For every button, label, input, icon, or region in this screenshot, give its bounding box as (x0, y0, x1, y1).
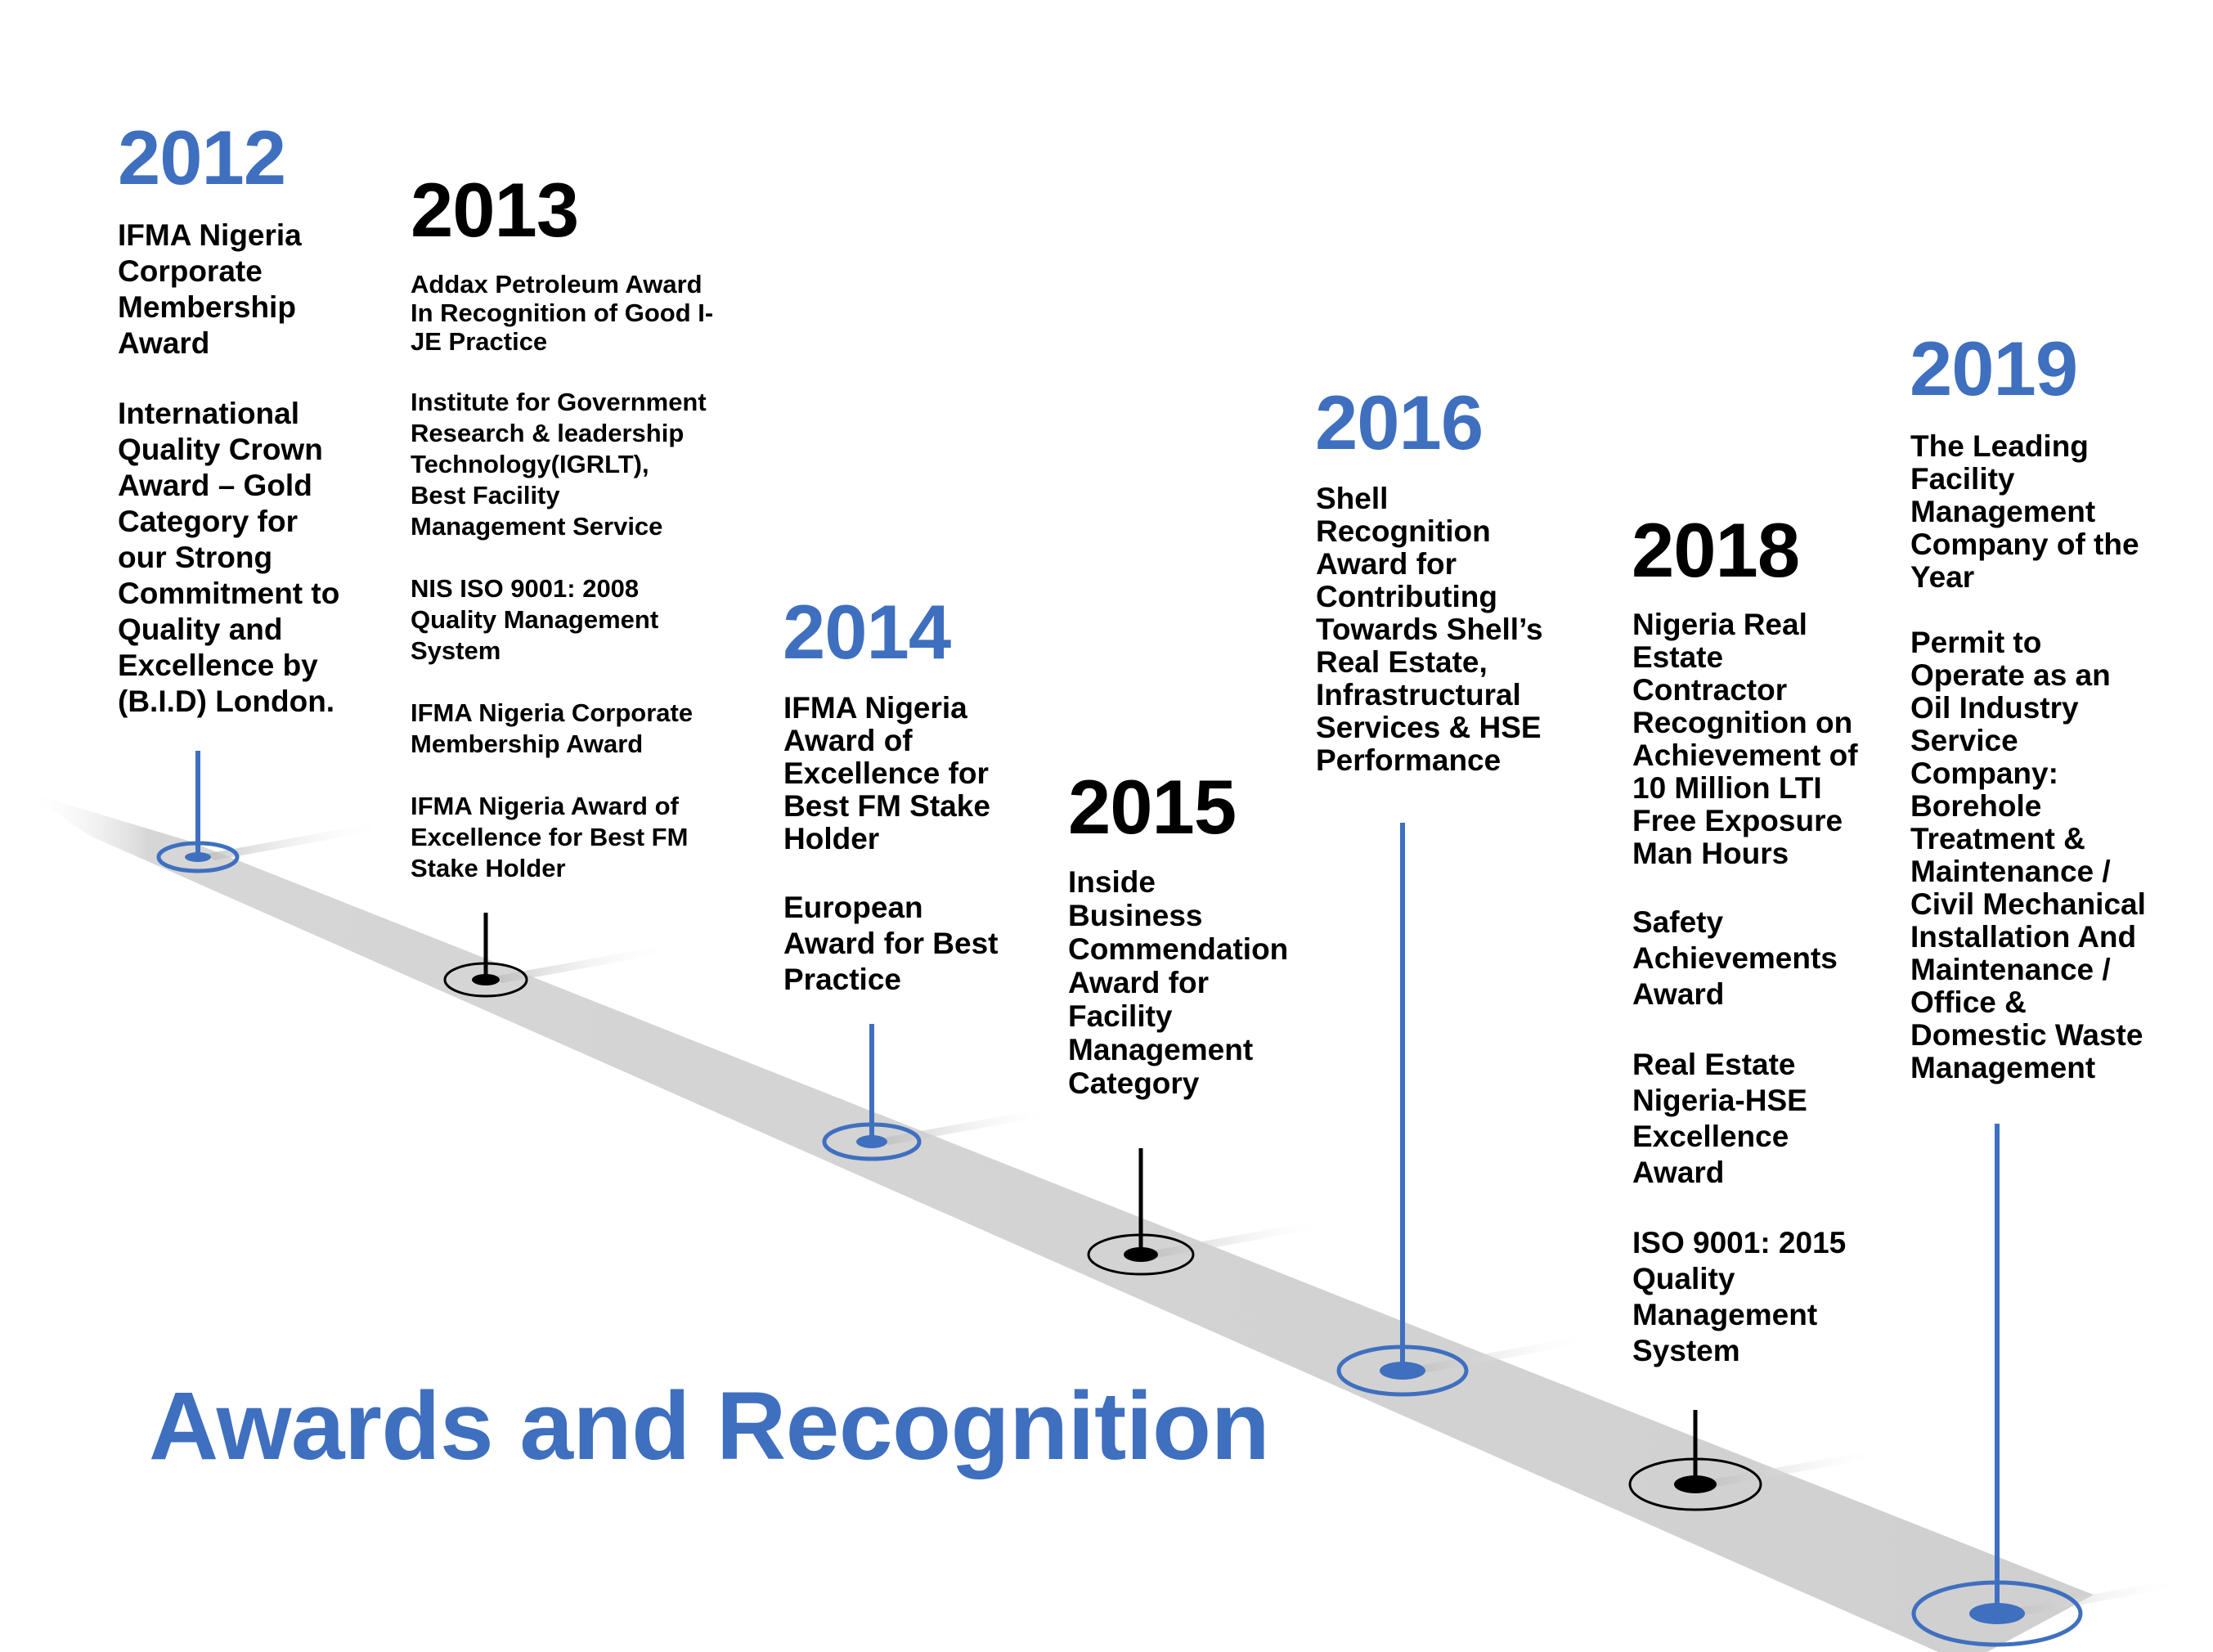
award-item: Shell Recognition Award for Contributing Towards Shell’s Real Estate, Infrastructural Services & HSE Performance (1316, 482, 1543, 777)
award-item: Addax Petroleum Award In Recognition of Good I- JE Practice (411, 270, 714, 356)
year-2019-awards (1910, 430, 2180, 1084)
year-2018-awards (1632, 608, 1886, 1369)
award-item: ISO 9001: 2015 Quality Management System (1632, 1226, 1847, 1367)
year-2012-label: 2012 (118, 114, 286, 200)
award-item: International Quality Crown Award – Gold Category for our Strong Commitment to Quality and Excellence by (B.I.D) London. (118, 397, 340, 718)
award-item: Permit to Operate as an Oil Industry Service Company: Borehole Treatment & Maintenance / Civil Mechanical Installation And Maintenance / Office & Domestic Waste Management (1910, 626, 2146, 1084)
timeline-pin-2014 (824, 1024, 1060, 1159)
year-2018-label: 2018 (1632, 507, 1800, 593)
award-item: IFMA Nigeria Award of Excellence for Best FM Stake Holder (783, 691, 990, 855)
award-item: Nigeria Real Estate Contractor Recognition on Achievement of 10 Million LTI Free Exposure Man Hours (1632, 608, 1858, 870)
year-2013-label: 2013 (411, 167, 579, 253)
award-item: Institute for Government Research & leadership Technology(IGRLT), Best Facility Management Service (411, 388, 707, 541)
pin-dot (1674, 1475, 1717, 1493)
page-title: Awards and Recognition (149, 1372, 1270, 1480)
year-2016-awards (1316, 483, 1561, 777)
award-item: The Leading Facility Management Company of the Year (1910, 429, 2139, 594)
year-2015-label: 2015 (1068, 764, 1237, 850)
pin-shadow (494, 944, 674, 983)
pin-dot (185, 852, 211, 862)
year-2019-label: 2019 (1910, 325, 2078, 411)
year-2016-label: 2016 (1315, 379, 1484, 465)
year-2014-label: 2014 (783, 589, 951, 675)
award-item: IFMA Nigeria Award of Excellence for Best FM Stake Holder (411, 792, 689, 882)
year-2014-awards (783, 692, 1045, 998)
pin-dot (1124, 1247, 1158, 1262)
timeline-pin-2016 (1339, 823, 1591, 1394)
award-item: Inside Business Commendation Award for Facility Management Category (1068, 865, 1289, 1100)
year-2015-awards (1068, 865, 1313, 1100)
year-2012-awards (118, 218, 388, 720)
award-item: IFMA Nigeria Corporate Membership Award (118, 218, 302, 360)
award-item: Safety Achievements Award (1632, 905, 1838, 1011)
pin-shadow (206, 821, 386, 860)
pin-dot (472, 974, 500, 985)
year-2013-awards (411, 270, 762, 884)
pin-dot (1969, 1603, 2025, 1624)
timeline-pin-2012 (159, 751, 386, 871)
award-item: Real Estate Nigeria-HSE Excellence Award (1632, 1048, 1807, 1189)
award-item: European Award for Best Practice (783, 891, 999, 996)
timeline-pin-2013 (445, 913, 674, 996)
pin-dot (856, 1135, 887, 1148)
award-item: NIS ISO 9001: 2008 Quality Management System (411, 574, 659, 665)
award-item: IFMA Nigeria Corporate Membership Award (411, 698, 694, 758)
pin-dot (1380, 1362, 1425, 1380)
